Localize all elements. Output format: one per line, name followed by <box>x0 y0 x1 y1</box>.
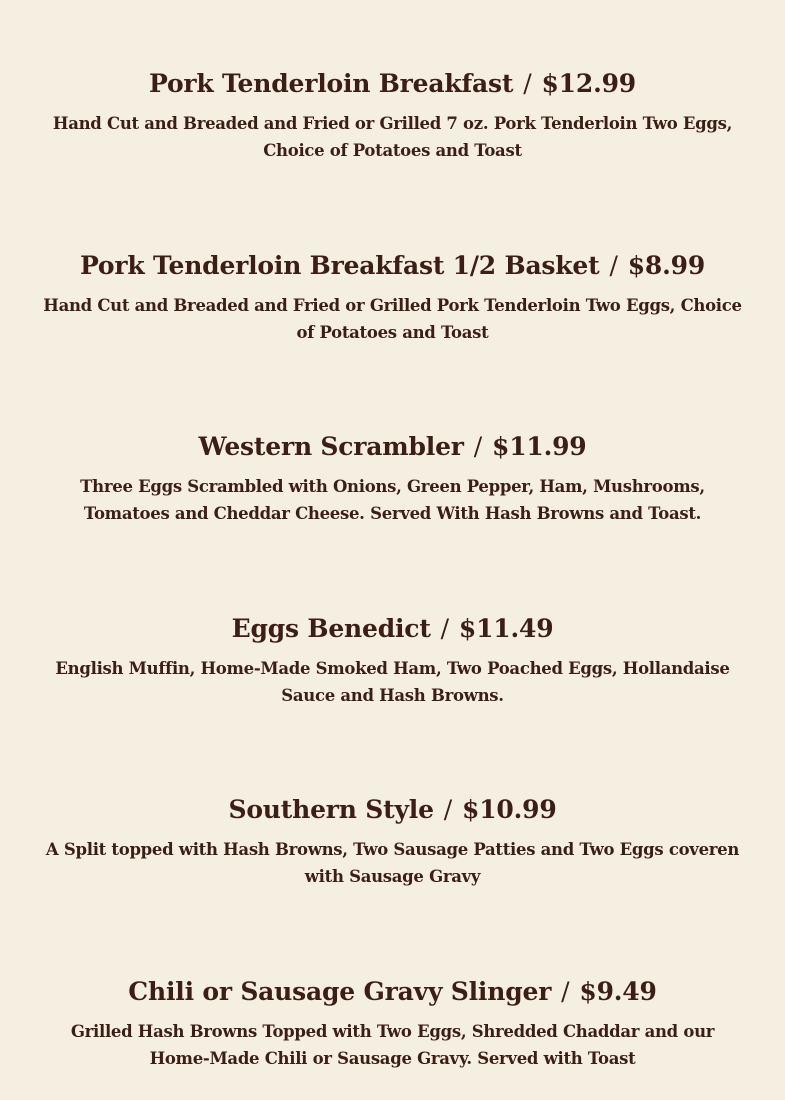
item-description: Hand Cut and Breaded and Fried or Grilled 7 oz. Pork Tenderloin Two Eggs, Choice of Potatoes and Toast <box>52 114 733 160</box>
item-title <box>0 613 785 645</box>
item-name: Southern Style <box>228 795 434 824</box>
menu-item <box>0 794 785 890</box>
item-title <box>0 68 785 100</box>
item-description: Grilled Hash Browns Topped with Two Eggs, Shredded Chaddar and our Home-Made Chili or Sausage Gravy. Served with Toast <box>70 1022 715 1068</box>
menu-item <box>0 68 785 164</box>
item-price: $10.99 <box>462 795 557 824</box>
item-title <box>0 794 785 826</box>
price-separator: / <box>609 251 618 280</box>
item-name: Pork Tenderloin Breakfast 1/2 Basket <box>79 251 600 280</box>
price-separator: / <box>561 977 570 1006</box>
item-name: Western Scrambler <box>198 432 464 461</box>
price-separator: / <box>440 614 449 643</box>
item-title <box>0 431 785 463</box>
item-price: $9.49 <box>579 977 657 1006</box>
item-price: $11.49 <box>458 614 554 643</box>
item-title <box>0 250 785 282</box>
item-name: Pork Tenderloin Breakfast <box>149 69 514 98</box>
menu-item <box>0 431 785 527</box>
item-price: $8.99 <box>627 251 706 280</box>
item-description: A Split topped with Hash Browns, Two Sausage Patties and Two Eggs coveren with Sausage Gravy <box>45 840 740 886</box>
item-price: $11.99 <box>492 432 587 461</box>
item-description: Hand Cut and Breaded and Fried or Grilled Pork Tenderloin Two Eggs, Choice of Potatoes and Toast <box>43 296 742 342</box>
item-name: Chili or Sausage Gravy Slinger <box>128 977 552 1006</box>
price-separator: / <box>473 432 483 461</box>
item-description: English Muffin, Home-Made Smoked Ham, Two Poached Eggs, Hollandaise Sauce and Hash Browns. <box>55 659 730 705</box>
item-title <box>0 976 785 1008</box>
price-separator: / <box>443 795 453 824</box>
item-price: $12.99 <box>541 69 636 98</box>
item-description: Three Eggs Scrambled with Onions, Green Pepper, Ham, Mushrooms, Tomatoes and Cheddar Cheese. Served With Hash Browns and Toast. <box>80 477 705 523</box>
price-separator: / <box>523 69 532 98</box>
menu-item <box>0 613 785 709</box>
menu-item <box>0 976 785 1072</box>
menu-item <box>0 250 785 346</box>
item-name: Eggs Benedict <box>231 614 431 643</box>
